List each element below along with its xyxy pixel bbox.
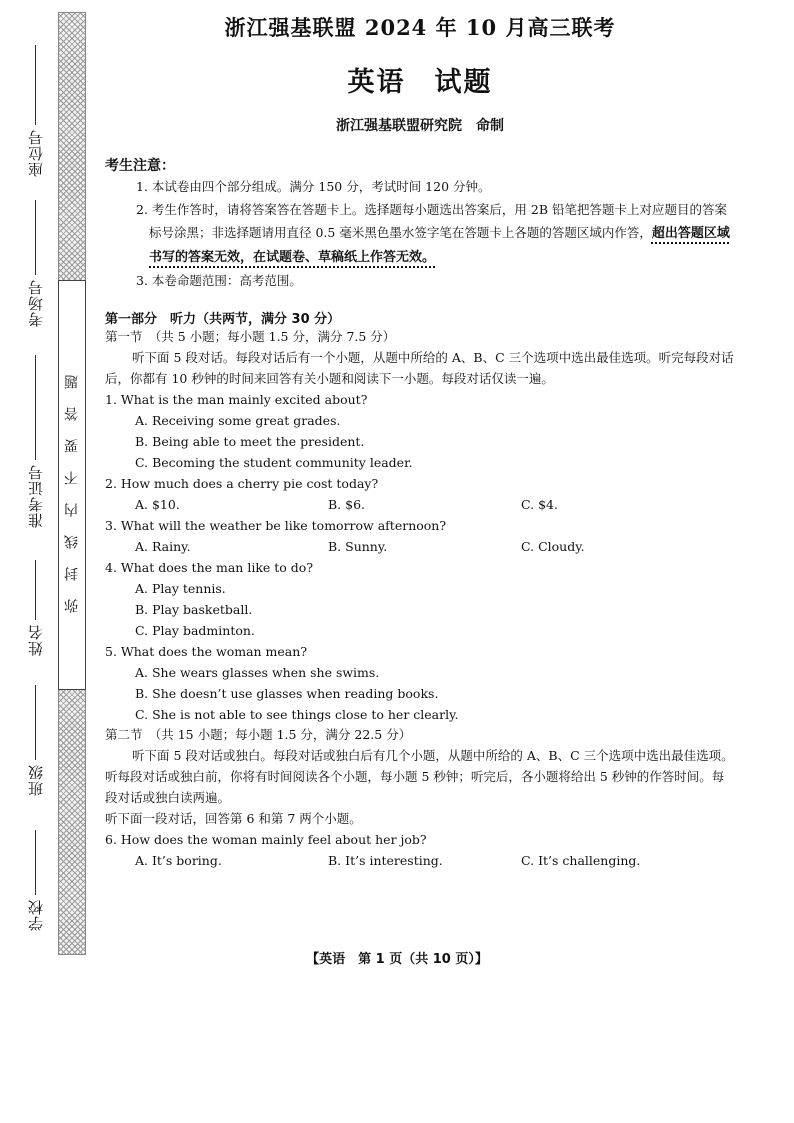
section-instructions: 听下面 5 段对话或独白。每段对话或独白后有几个小题，从题中所给的 A、B、C 三个选项中选出最佳选项。听每段对话或独白前，你将有时间阅读各个小题，每小题 5 秒钟；听完后，各小题将给出 5 秒钟的作答时间。每段对话或独白读两遍。 (105, 748, 734, 805)
room-number-field (22, 200, 48, 327)
answer-option: A. $10. (135, 497, 180, 512)
subject-title: 英语 试题 (347, 67, 493, 98)
room-number-label: 考场号 (26, 279, 45, 327)
notice-item-text: 2. 考生作答时，请将答案答在答题卡上。选择题每小题选出答案后，用 2B 铅笔把答题卡上对应题目的答案标号涂黑；非选择题请用直径 0.5 毫米黑色墨水签字笔在答题卡上各题的答题区域内作答， (136, 202, 727, 240)
question-stem: 1. What is the man mainly excited about? (105, 392, 368, 407)
admission-number-field (22, 355, 48, 528)
page-footer: 【英语 第 1 页（共 10 页）】 (306, 952, 488, 967)
notice-item (105, 198, 735, 269)
notice-emphasis: 超出答题区域书写的答案无效，在试题卷、草稿纸上作答无效。 (149, 226, 730, 265)
part-heading: 第一部分 听力（共两节，满分 30 分） (105, 312, 341, 327)
answer-option: C. She is not able to see things close to her clearly. (135, 707, 459, 722)
page-content (105, 12, 735, 871)
question-stem: 2. How much does a cherry pie cost today? (105, 476, 379, 491)
answer-option: C. Becoming the student community leader. (135, 455, 413, 470)
question-stem: 5. What does the woman mean? (105, 644, 308, 659)
exam-title: 浙江强基联盟 2024 年 10 月高三联考 (224, 15, 616, 40)
class-field (22, 685, 48, 796)
class-line (35, 685, 36, 760)
question-stem: 4. What does the man like to do? (105, 560, 314, 575)
seat-number-field (22, 45, 48, 177)
notice-item: 1. 本试卷由四个部分组成。满分 150 分，考试时间 120 分钟。 (136, 179, 491, 194)
answer-option: A. It’s boring. (135, 853, 222, 868)
section-heading: 第二节 （共 15 小题；每小题 1.5 分，满分 22.5 分） (105, 727, 412, 742)
dialogue-lead: 听下面一段对话，回答第 6 和第 7 两个小题。 (105, 811, 362, 826)
answer-option: B. Being able to meet the president. (135, 434, 365, 449)
answer-option: A. Receiving some great grades. (135, 413, 341, 428)
name-field (22, 560, 48, 656)
author-line: 浙江强基联盟研究院 命制 (336, 118, 504, 134)
answer-option: B. Play basketball. (135, 602, 253, 617)
answer-option: A. Rainy. (135, 539, 191, 554)
notice-item: 3. 本卷命题范围：高考范围。 (136, 273, 302, 288)
section-heading: 第一节 （共 5 小题；每小题 1.5 分，满分 7.5 分） (105, 329, 396, 344)
answer-option: C. Play badminton. (135, 623, 255, 638)
answer-option: A. She wears glasses when she swims. (135, 665, 380, 680)
answer-option: B. $6. (328, 497, 366, 512)
seal-warning-text: 弥封线内不要答题 (64, 357, 80, 613)
answer-option: B. Sunny. (328, 539, 388, 554)
room-number-line (35, 200, 36, 275)
section-instructions: 听下面 5 段对话。每段对话后有一个小题，从题中所给的 A、B、C 三个选项中选出最佳选项。听完每段对话后，你都有 10 秒钟的时间来回答有关小题和阅读下一小题。每段对话仅读一遍。 (105, 350, 734, 386)
binding-margin (22, 30, 48, 955)
answer-option: B. It’s interesting. (328, 853, 443, 868)
class-label: 班级 (26, 764, 45, 796)
answer-option: C. It’s challenging. (521, 853, 641, 868)
seat-number-label: 座位号 (26, 129, 45, 177)
answer-option: A. Play tennis. (135, 581, 226, 596)
answer-option: C. $4. (521, 497, 558, 512)
seal-warning-box (58, 280, 86, 690)
school-line (35, 830, 36, 895)
name-line (35, 560, 36, 620)
name-label: 姓名 (26, 624, 45, 656)
answer-option-row (105, 850, 735, 871)
school-field (22, 830, 48, 931)
answer-option-row (105, 494, 735, 515)
question-stem: 6. How does the woman mainly feel about her job? (105, 832, 427, 847)
admission-number-line (35, 355, 36, 460)
answer-option: C. Cloudy. (521, 539, 585, 554)
answer-option-row (105, 536, 735, 557)
school-label: 学校 (26, 899, 45, 931)
admission-number-label: 准考证号 (26, 464, 45, 528)
question-stem: 3. What will the weather be like tomorrow afternoon? (105, 518, 447, 533)
notice-heading: 考生注意： (105, 158, 175, 174)
seat-number-line (35, 45, 36, 125)
answer-option: B. She doesn’t use glasses when reading books. (135, 686, 439, 701)
